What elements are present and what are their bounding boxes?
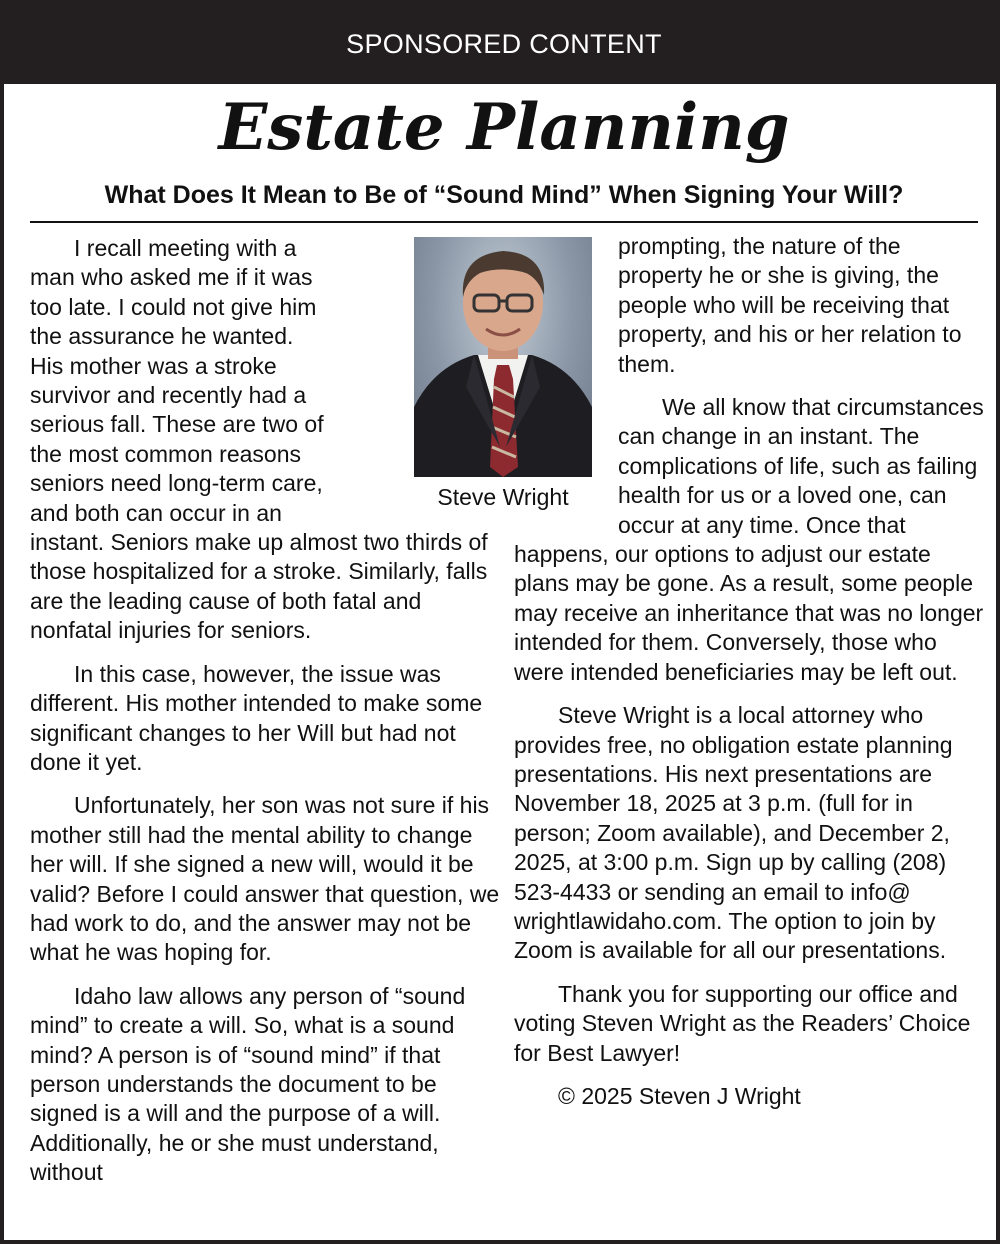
- left-paragraph-3: Unfortunately, her son was not sure if his mother still had the mental ability to change her will. If she signed a new will, would it be valid? Before I could answer that question, we had work to do, and the answer may not be what he was hoping for.: [30, 792, 500, 966]
- left-paragraph-1: I recall meeting with a man who asked me if it was too late. I could not give him the assurance he wanted. His mother was a stroke survivor and recently had a serious fall. These are two of the most common reasons seniors need long-term care, and both can occur in an instant. Seniors make up almost two thirds of those hospitalized for a stroke. Similarly, falls are the leading cause of both fatal and nonfatal injuries for seniors.: [30, 235, 488, 644]
- sponsored-label: SPONSORED CONTENT: [346, 28, 662, 59]
- author-photo: [414, 237, 592, 477]
- copyright-notice: © 2025 Steven J Wright: [558, 1082, 801, 1109]
- right-paragraph-1: prompting, the nature of the property he or she is giving, the people who will be receiving that property, and his or her relation to them.: [618, 233, 962, 377]
- page-title: Estate Planning: [218, 90, 790, 165]
- title-divider: [30, 221, 978, 223]
- left-paragraph-2: In this case, however, the issue was different. His mother intended to make some significant changes to her Will but had not done it yet.: [30, 660, 483, 775]
- photo-caption: Steve Wright: [437, 484, 569, 510]
- sponsored-banner: [4, 4, 1000, 84]
- right-paragraph-3: Steve Wright is a local attorney who provides free, no obligation estate planning presentations. His next presentations are November 18, 2025 at 3 p.m. (full for in person; Zoom available), and December 2, 2025, at 3:00 p.m. Sign up by calling (208) 523-4433 or sending an email to info@ wrightlawidaho.com. The option to join by Zoom is available for all our presentations.: [514, 702, 953, 964]
- portrait-illustration: [414, 237, 592, 477]
- page-subtitle: What Does It Mean to Be of “Sound Mind” When Signing Your Will?: [104, 181, 904, 209]
- right-paragraph-4: Thank you for supporting our office and voting Steven Wright as the Readers’ Choice for Best Lawyer!: [514, 980, 971, 1066]
- right-paragraph-2: We all know that circumstances can change in an instant. The complications of life, such as failing health for us or a loved one, can occur at any time. Once that happens, our options to adjust our estate plans may be gone. As a result, some people may receive an inheritance that was no longer intended for them. Conversely, those who were intended beneficiaries may be left out.: [514, 394, 984, 685]
- left-paragraph-4: Idaho law allows any person of “sound mind” to create a will. So, what is a sound mind? A person is of “sound mind” if that person understands the document to be signed is a will and the purpose of a will. Additionally, he or she must understand, without: [30, 982, 466, 1186]
